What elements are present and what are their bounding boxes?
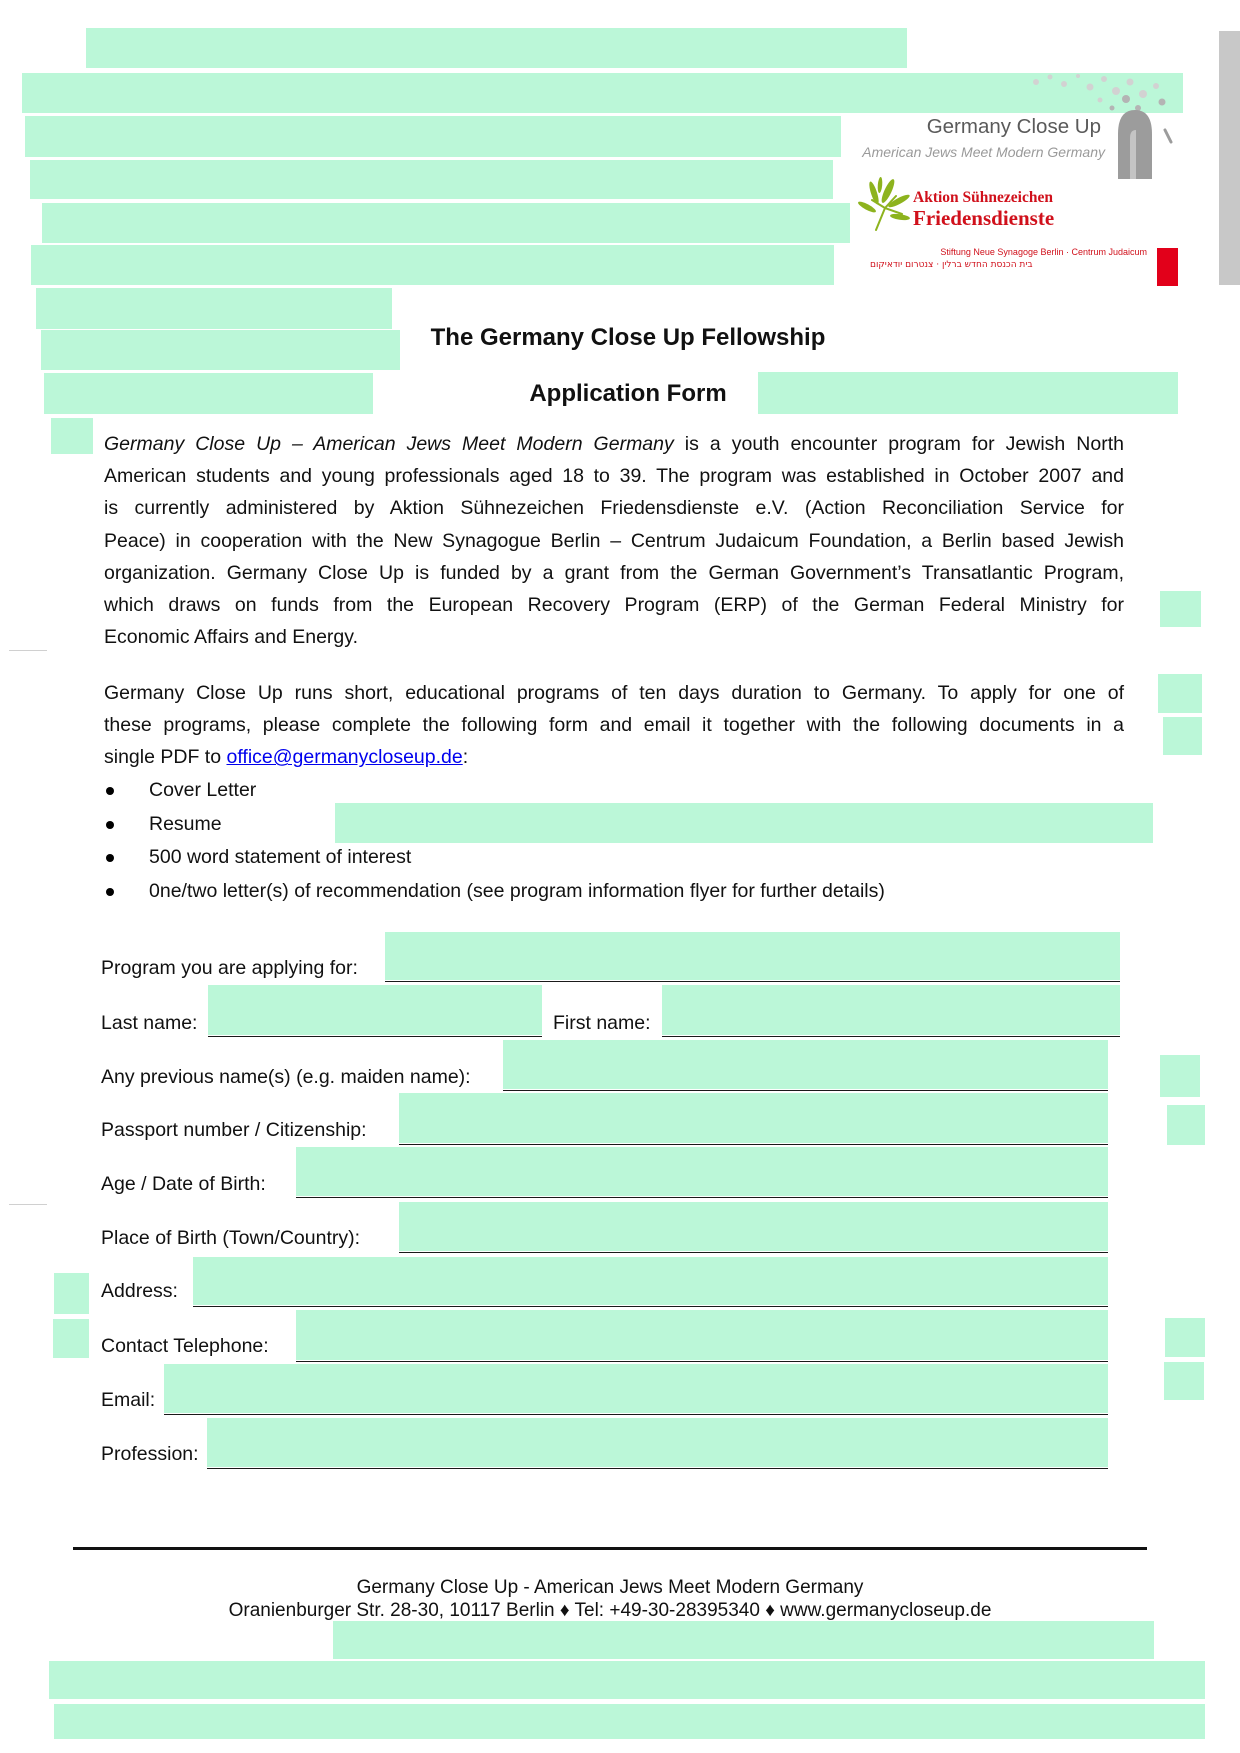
redaction-box bbox=[86, 28, 907, 68]
intro-paragraph bbox=[104, 428, 1124, 653]
paragraph-line: these programs, please complete the following form and email it together with the following documents in a bbox=[104, 714, 1124, 737]
bullet-icon bbox=[106, 821, 114, 829]
paragraph-line bbox=[104, 428, 1124, 460]
paragraph-line: Economic Affairs and Energy. bbox=[104, 626, 358, 649]
profession-label: Profession: bbox=[101, 1443, 199, 1465]
instructions-paragraph bbox=[104, 677, 1124, 774]
redaction-box bbox=[1163, 717, 1202, 755]
paragraph-line: organization. Germany Close Up is funded by a grant from the German Government’s Transatlantic Program, bbox=[104, 561, 1124, 584]
list-item bbox=[104, 841, 1124, 875]
leaves-logo-icon bbox=[858, 176, 914, 232]
address-input[interactable] bbox=[193, 1257, 1108, 1305]
list-item-text: Cover Letter bbox=[149, 779, 257, 801]
contact-telephone-label: Contact Telephone: bbox=[101, 1335, 269, 1357]
redaction-box bbox=[1165, 1318, 1205, 1357]
email-input[interactable] bbox=[164, 1364, 1108, 1413]
paragraph-text: single PDF to bbox=[104, 746, 222, 769]
field-underline bbox=[503, 1090, 1108, 1091]
redaction-box bbox=[22, 73, 1183, 113]
age-dob-label: Age / Date of Birth: bbox=[101, 1173, 266, 1195]
centrum-judaicum-red-bar bbox=[1157, 248, 1178, 286]
logo-subtitle: American Jews Meet Modern Germany bbox=[862, 144, 1105, 160]
profession-input[interactable] bbox=[207, 1418, 1108, 1467]
contact-telephone-input[interactable] bbox=[296, 1310, 1108, 1360]
paragraph-line: which draws on funds from the European Recovery Program (ERP) of the German Federal Ministry for bbox=[104, 593, 1124, 616]
program-label: Program you are applying for: bbox=[101, 957, 358, 979]
footer-line-2: Oranienburger Str. 28-30, 10117 Berlin ♦ Tel: +49-30-28395340 ♦ www.germanycloseup.de bbox=[228, 1600, 992, 1621]
paragraph-text: is a youth encounter program for Jewish North bbox=[684, 433, 1124, 455]
field-underline bbox=[385, 981, 1120, 982]
bullet-icon bbox=[106, 888, 114, 896]
redaction-box bbox=[758, 372, 1178, 414]
list-item-text: Resume bbox=[149, 812, 222, 835]
margin-mark bbox=[9, 1204, 47, 1205]
asf-name-line2: Friedensdienste bbox=[913, 206, 1055, 230]
redaction-box bbox=[41, 330, 400, 370]
page-title: The Germany Close Up Fellowship bbox=[430, 324, 826, 351]
field-underline bbox=[399, 1252, 1108, 1253]
field-underline bbox=[164, 1414, 1108, 1415]
asf-name-line1: Aktion Sühnezeichen bbox=[913, 189, 1053, 206]
paragraph-line: American students and young professionals aged 18 to 39. The program was established in October 2007 and bbox=[104, 465, 1124, 488]
field-underline bbox=[296, 1197, 1108, 1198]
paragraph-line: is currently administered by Aktion Sühnezeichen Friedensdienste e.V. (Action Reconciliation Service for bbox=[104, 497, 1124, 520]
passport-citizenship-label: Passport number / Citizenship: bbox=[101, 1119, 367, 1141]
last-name-label: Last name: bbox=[101, 1012, 198, 1034]
margin-mark bbox=[9, 650, 47, 651]
program-name-italic: Germany Close Up – American Jews Meet Modern Germany bbox=[104, 433, 674, 455]
paragraph-line: Germany Close Up runs short, educational programs of ten days duration to Germany. To apply for one of bbox=[104, 682, 1124, 704]
address-label: Address: bbox=[101, 1280, 178, 1302]
field-underline bbox=[399, 1144, 1108, 1145]
field-underline bbox=[662, 1036, 1120, 1037]
redaction-box bbox=[54, 1273, 89, 1314]
gate-logo-icon bbox=[1030, 72, 1180, 184]
footer-divider bbox=[73, 1547, 1147, 1550]
redaction-box bbox=[333, 1621, 1154, 1659]
redaction-box bbox=[53, 1319, 89, 1358]
email-link[interactable]: office@germanycloseup.de bbox=[226, 746, 463, 769]
place-of-birth-label: Place of Birth (Town/Country): bbox=[101, 1227, 361, 1249]
bullet-icon bbox=[106, 787, 114, 795]
stiftung-hebrew-line: בית הכנסת החדש ברלין · צנטרום יודאיקום bbox=[870, 260, 1033, 270]
redaction-box bbox=[42, 203, 850, 243]
previous-names-input[interactable] bbox=[503, 1040, 1108, 1089]
redaction-box bbox=[31, 245, 834, 285]
stiftung-line: Stiftung Neue Synagoge Berlin · Centrum Judaicum bbox=[940, 247, 1147, 257]
program-input[interactable] bbox=[385, 932, 1120, 980]
redaction-box bbox=[54, 1704, 1205, 1739]
redaction-box bbox=[1167, 1105, 1205, 1145]
redaction-box bbox=[36, 288, 392, 329]
footer-line-1: Germany Close Up - American Jews Meet Modern Germany bbox=[356, 1577, 864, 1598]
field-underline bbox=[208, 1036, 542, 1037]
list-item-text: 0ne/two letter(s) of recommendation (see program information flyer for further details) bbox=[149, 879, 885, 902]
passport-citizenship-input[interactable] bbox=[399, 1093, 1108, 1143]
redaction-box bbox=[1164, 1362, 1204, 1400]
redaction-box bbox=[335, 803, 1153, 843]
redaction-box bbox=[44, 373, 373, 414]
page-subtitle: Application Form bbox=[529, 380, 727, 407]
logo-title: Germany Close Up bbox=[926, 115, 1101, 138]
previous-names-label: Any previous name(s) (e.g. maiden name): bbox=[101, 1066, 471, 1088]
paragraph-text: : bbox=[462, 746, 469, 769]
paragraph-line: Peace) in cooperation with the New Synagogue Berlin – Centrum Judaicum Foundation, a Berlin based Jewish bbox=[104, 529, 1124, 552]
redaction-box bbox=[30, 160, 833, 199]
redaction-box bbox=[51, 418, 93, 454]
scrollbar-thumb[interactable] bbox=[1219, 31, 1240, 285]
field-underline bbox=[193, 1306, 1108, 1307]
email-label: Email: bbox=[101, 1389, 156, 1411]
bullet-icon bbox=[106, 854, 114, 862]
field-underline bbox=[207, 1468, 1108, 1469]
redaction-box bbox=[1160, 1055, 1200, 1097]
redaction-box bbox=[1158, 674, 1202, 713]
last-name-input[interactable] bbox=[208, 985, 542, 1035]
field-underline bbox=[296, 1361, 1108, 1362]
paragraph-line bbox=[104, 741, 1124, 773]
age-dob-input[interactable] bbox=[296, 1147, 1108, 1196]
redaction-box bbox=[1160, 591, 1201, 627]
first-name-label: First name: bbox=[553, 1012, 651, 1034]
list-item-text: 500 word statement of interest bbox=[149, 846, 412, 868]
first-name-input[interactable] bbox=[662, 985, 1120, 1035]
redaction-box bbox=[49, 1661, 1205, 1699]
place-of-birth-input[interactable] bbox=[399, 1202, 1108, 1251]
list-item bbox=[104, 875, 1124, 909]
redaction-box bbox=[25, 116, 841, 157]
